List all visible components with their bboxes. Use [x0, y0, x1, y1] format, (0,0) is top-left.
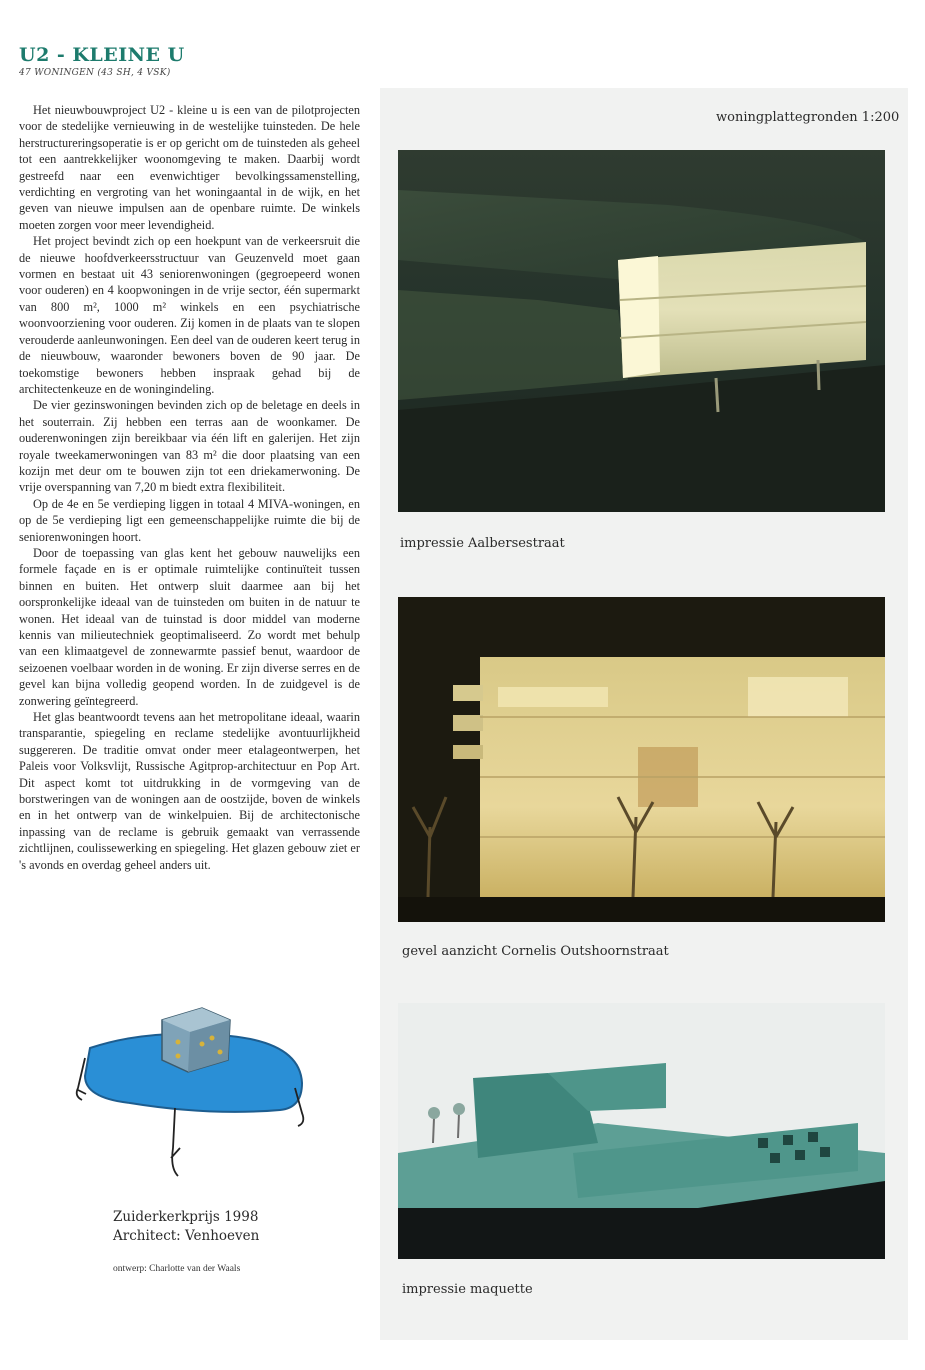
prize-architect: Architect: Venhoeven — [113, 1228, 260, 1244]
photo-aalbersestraat — [398, 150, 885, 512]
article-title: U2 - KLEINE U — [19, 44, 185, 66]
photo-maquette — [398, 1003, 885, 1259]
paragraph: Op de 4e en 5e verdieping liggen in totaal 4 MIVA-woningen, en op de 5e verdieping ligt een gemeenschappelijke ruimte die bij de seniorenwoningen hoort. — [19, 496, 360, 544]
paragraph: Het project bevindt zich op een hoekpunt van de verkeersruit die de nieuwe hoofdverkeersstructuur van Geuzenveld moet gaan vormen en bestaat uit 43 seniorenwoningen (gegroepeerd wonen voor ouderen) en 4 koopwoningen in de vrije sector, één supermarkt van 800 m², 1000 m² winkels en een psychiatrische woonvoorziening voor ouderen. Zij komen in de plaats van te slopen verouderde aanleunwoningen. Een deel van de ouderen keert terug in de nieuwbouw, waaronder bewoners boven de 90 jaar. De toekomstige bewoners hebben inspraak gehad bij de architectenkeuze en de woningindeling. — [19, 234, 360, 396]
paragraph: Het glas beantwoordt tevens aan het metropolitane ideaal, waarin transparantie, spiegeling en reclame stedelijke avontuurlijkheid suggereren. De traditie omvat onder meer etalageontwerpen, het Paleis voor Volksvlijt, Russische Agitprop-architectuur en Pop Art. Dit aspect komt tot uitdrukking in de vormgeving van de borstweringen van de woningen aan de oostzijde, boven de winkels en in het ontwerp van de winkelpuien. Bij de architectonische inpassing van de reclame is gebruik gemaakt van verrassende zichtlijnen, coulissewerking en spiegeling. Het glazen gebouw ziet er 's avonds en overdag geheel anders uit. — [19, 710, 360, 872]
design-credit: ontwerp: Charlotte van der Waals — [113, 1264, 241, 1274]
paragraph: Het nieuwbouwproject U2 - kleine u is een van de pilotprojecten voor de stedelijke vernieuwing in de westelijke tuinsteden. De hele herstructureringsoperatie is er op gericht om de tuinsteden als geheel tot een aantrekkelijker woonomgeving te maken. Daarbij wordt gestreefd naar een evenwichtiger bevolkingssamenstelling, verdichting en vergroting van het woningaantal in de wijk, en het geven van nieuwe impulsen aan de openbare ruimte. De winkels moeten zorgen voor meer levendigheid. — [19, 103, 360, 232]
photo2-caption: gevel aanzicht Cornelis Outshoornstraat — [402, 944, 669, 959]
prize-logo-illustration — [70, 998, 310, 1192]
paragraph: Door de toepassing van glas kent het gebouw nauwelijks een formele façade en is er optimale ruimtelijke continuïteit tussen binnen en buiten. Het ontwerp sluit daarmee aan bij het oorspronkelijke ideaal van de tuinsteden om buiten in de natuur te wonen. Het ideaal van de tuinstad is door middel van moderne kennis van milieutechniek geoptimaliseerd. Zo wordt met behulp van een klimaatgevel de zonnewarmte passief benut, waardoor de seizoenen voelbaar worden in de woning. Er zijn diverse serres en de gevel kan bijna volledig geopend worden. In de zuidgevel is de zonwering geïntegreerd. — [19, 545, 360, 708]
photo1-caption: impressie Aalbersestraat — [400, 536, 565, 551]
photo3-caption: impressie maquette — [402, 1282, 533, 1297]
photo-gevel-aanzicht — [398, 597, 885, 922]
prize-info — [113, 1208, 259, 1246]
paragraph: De vier gezinswoningen bevinden zich op de beletage en deels in het souterrain. Zij hebben een terras aan de woonkamer. De ouderenwoningen zijn bereikbaar via één lift en galerijen. Het zijn royale tweekamerwoningen van 83 m² die door plaatsing van een kozijn met deur om te bouwen zijn tot een driekamerwoning. De vrije overspanning van 7,20 m biedt extra flexibiliteit. — [19, 398, 360, 495]
plans-caption: woningplattegronden 1:200 — [716, 110, 900, 125]
article-body — [19, 102, 360, 873]
prize-name: Zuiderkerkprijs 1998 — [113, 1209, 259, 1225]
article-subtitle: 47 WONINGEN (43 SH, 4 VSK) — [19, 68, 171, 78]
